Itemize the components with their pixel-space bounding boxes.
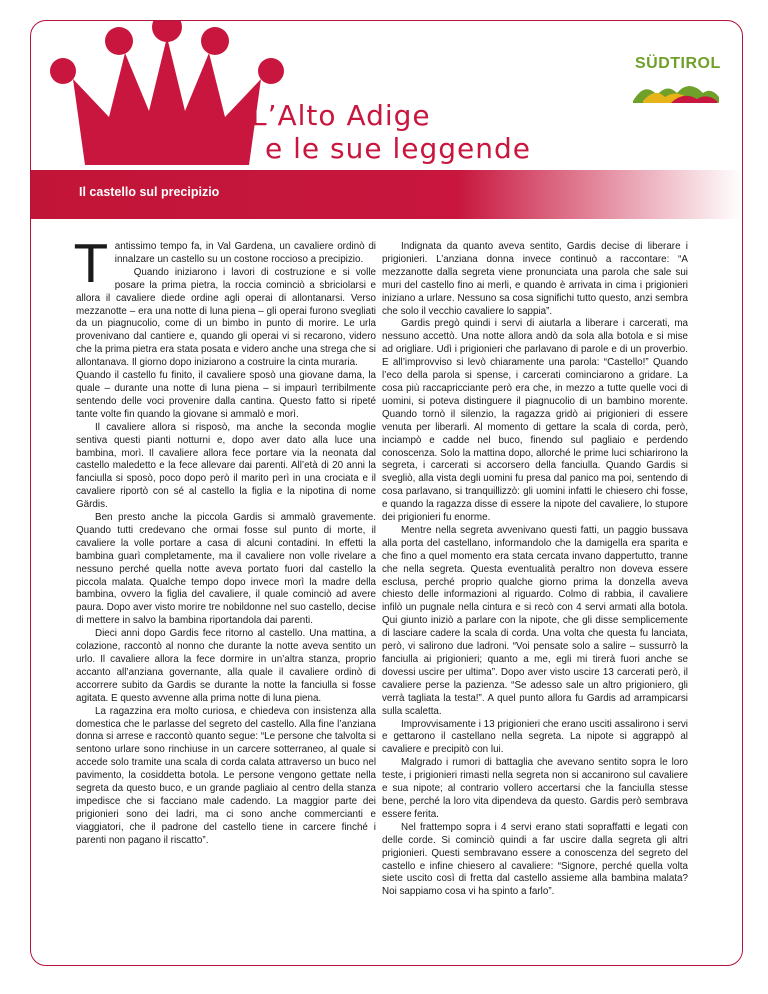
title-line-2: e le sue leggende (265, 132, 532, 165)
page-title (251, 99, 531, 165)
paragraph: Il cavaliere allora si risposò, ma anche la seconda moglie sentiva questi pianti notturni e, dopo aver dato alla luce una bambina, morì. Il cavaliere allora fece portare via la neonata dal castello maledetto e la fece allevare dai parenti. All’età di 20 anni la fanciulla si sposò, poco dopo però il marito perì in una crociata e il cavaliere riportò con sé al castello la figlia e la nipotina di nome Gärdis. (76, 421, 376, 511)
logo-text: SÜDTIROL (635, 55, 721, 72)
paragraph: La ragazzina era molto curiosa, e chiedeva con insistenza alla domestica che le parlasse del segreto del castello. Alla fine l’anziana donna si arrese e raccontò quanto segue: “Le persone che talvolta si sentono urlare sono rinchiuse in un carcere sotterraneo, al quale si accede solo tramite una scala di corda calata attraverso un buco nel pavimento, la cosiddetta botola. Le persone vengono gettate nella segreta da questo buco, e un grande pagliaio al centro della stanza impedisce che si facciano male cadendo. La maggior parte dei prigionieri sono dei ladri, ma ci sono anche commercianti e viaggiatori, che il padrone del castello tiene in carcere finché i parenti non pagano il riscatto”. (76, 705, 376, 846)
drop-cap: T (75, 235, 107, 295)
paragraph: Mentre nella segreta avvenivano questi fatti, un paggio bussava alla porta del castellano, informandolo che la damigella era sparita e che fino a quel momento era stata cercata invano dappertutto, tranne che nella segreta. Questa eventualità peraltro non doveva essere esclusa, perché proprio qualche giorno prima la donzella aveva chiesto delle informazioni al riguardo. Colmo di rabbia, il cavaliere infilò un pugnale nella cintura e si recò con 4 servi armati alla botola. Qui giunto iniziò a parlare con la nipote, che gli disse semplicemente di lasciare cadere la scala di corda. Una volta che questa fu lanciata, però, vi salirono due ladroni. “Voi pensate solo a salire – sussurrò la fanciulla ai prigionieri; quanto a me, egli mi tirerà fuori anche se dovessi uscire per ultima”. Dopo aver visto uscire 13 carcerati però, il cavaliere perse la pazienza. “Se adesso sale un altro prigioniero, gli verrà tagliata la testa!”. A quel punto allora fu Gardis ad arrampicarsi sulla scaletta. (382, 524, 688, 717)
paragraph: Malgrado i rumori di battaglia che avevano sentito sopra le loro teste, i prigionieri rimasti nella segreta non si accanirono sul cavaliere e sua nipote; al contrario vollero accertarsi che la fanciulla stesse bene, perché la loro vita dipendeva da questo. Gardis però sembrava essere ferita. (382, 757, 688, 820)
paragraph: Tantissimo tempo fa, in Val Gardena, un cavaliere ordinò di innalzare un castello su un costone roccioso a precipizio. (75, 235, 376, 295)
story-column-left (75, 235, 376, 848)
sudtirol-logo (631, 55, 721, 107)
paragraph: Dieci anni dopo Gardis fece ritorno al castello. Una mattina, a colazione, raccontò al nonno che durante la notte aveva sentito un urlo. Il cavaliere allora la fece dormire in un’altra stanza, proprio accanto all’anziana governante, alla quale il cavaliere ordinò di accorrere subito da Gardis se durante la notte la fanciulla si fosse agitata. E questo avvenne alla prima notte di luna piena. (76, 628, 376, 704)
title-line-1: L’Alto Adige (251, 99, 431, 132)
page-frame (30, 20, 743, 966)
paragraph: Nel frattempo sopra i 4 servi erano stati sopraffatti e legati con delle corde. Si cominciò quindi a far uscire dalla segreta gli altri prigionieri. Questi sembravano essere a conoscenza del segreto del castello e infine chiesero al cavaliere: “Signore, perché quella volta siete uscito così di fretta dal castello assieme alla bambina malata? Noi sappiamo cosa vi ha spinto a farlo”. (382, 821, 688, 898)
paragraph: Indignata da quanto aveva sentito, Gardis decise di liberare i prigionieri. L’anziana donna invece continuò a raccontare: “A mezzanotte dalla segreta viene pronunciata una parola che sale sui muri del castello fino ai merli, e quando è arrivata in cima i prigionieri iniziano a urlare. Nessuno sa cosa significhi tutto questo, anzi sembra che solo il vecchio cavaliere lo sappia”. (382, 241, 688, 317)
story-column-right (382, 241, 688, 899)
paragraph: Gardis pregò quindi i servi di aiutarla a liberare i carcerati, ma nessuno accettò. Una notte allora andò da sola alla botola e si mise ad origliare. Udì i prigionieri che parlavano di parole e di un proverbio. E all’improvviso si levò chiaramente una parola: “Castello!” Quando l’eco della parola si spense, i carcerati cominciarono a gridare. La cosa più raccapricciante però era che, in mezzo a tutte quelle voci di uomini, si poteva distinguere il piagnucolio di un bambino morente. Quando tornò il silenzio, la ragazza gridò ai prigionieri di essere venuta per liberarli. Al momento di gettare la scala di corda, però, inciampò e cadde nel buco, finendo sul pagliaio e perdendo conoscenza. Solo la mattina dopo, allorché le prime luci schiarirono la segreta, i carcerati si accorsero della fanciulla. Quando Gardis si svegliò, alla vista degli uomini fu presa dal panico ma poi, sentendo di cosa parlavano, si tranquillizzò: gli uomini infatti le chiesero chi fosse, e quando la ragazza disse di essere la nipote del cavaliere, lo stupore dei prigionieri fu enorme. (382, 318, 688, 524)
paragraph: Quando iniziarono i lavori di costruzione e si volle posare la prima pietra, la roccia cominciò a sbriciolarsi e allora il cavaliere diede ordine agli operai di allontanarsi. Verso mezzanotte – era una notte di luna piena – gli operai furono svegliati da un piagnucolio, come di un bimbo in punto di morire. Le urla provenivano dal cantiere e, quando gli operai vi si recarono, videro che la prima pietra era stata posata e videro anche una strega che si allontanava. Il giorno dopo iniziarono a costruire la cinta muraria. (76, 266, 376, 369)
story-title: Il castello sul precipizio (79, 185, 220, 199)
paragraph: Quando il castello fu finito, il cavaliere sposò una giovane dama, la quale – durante una notte di luna piena – si impaurì terribilmente sentendo delle voci provenire dalla cantina. Questo fatto si ripeté tante volte fin quando la giovane si ammalò e morì. (76, 370, 376, 420)
logo-mountains-icon (631, 73, 721, 105)
paragraph: Ben presto anche la piccola Gardis si ammalò gravemente. Quando tutti credevano che ormai fosse sul punto di morte, il cavaliere la volle portare a casa di alcuni contadini. In effetti la bambina guarì completamente, ma il cavaliere non volle rivelare a nessuno perché quella notte aveva portato fuori dal castello la piccola malata. Qualche tempo dopo invece morì la madre della bambina, ovvero la figlia del cavaliere, il quale cominciò ad avere paura. Dopo aver visto morire tre nobildonne nel suo castello, decise di mettere in salvo la bambina riportandola dai parenti. (76, 512, 376, 627)
paragraph: Improvvisamente i 13 prigionieri che erano usciti assalirono i servi e gettarono il castellano nella segreta. La nipote si aggrappò al cavaliere e precipitò con lui. (382, 718, 688, 756)
